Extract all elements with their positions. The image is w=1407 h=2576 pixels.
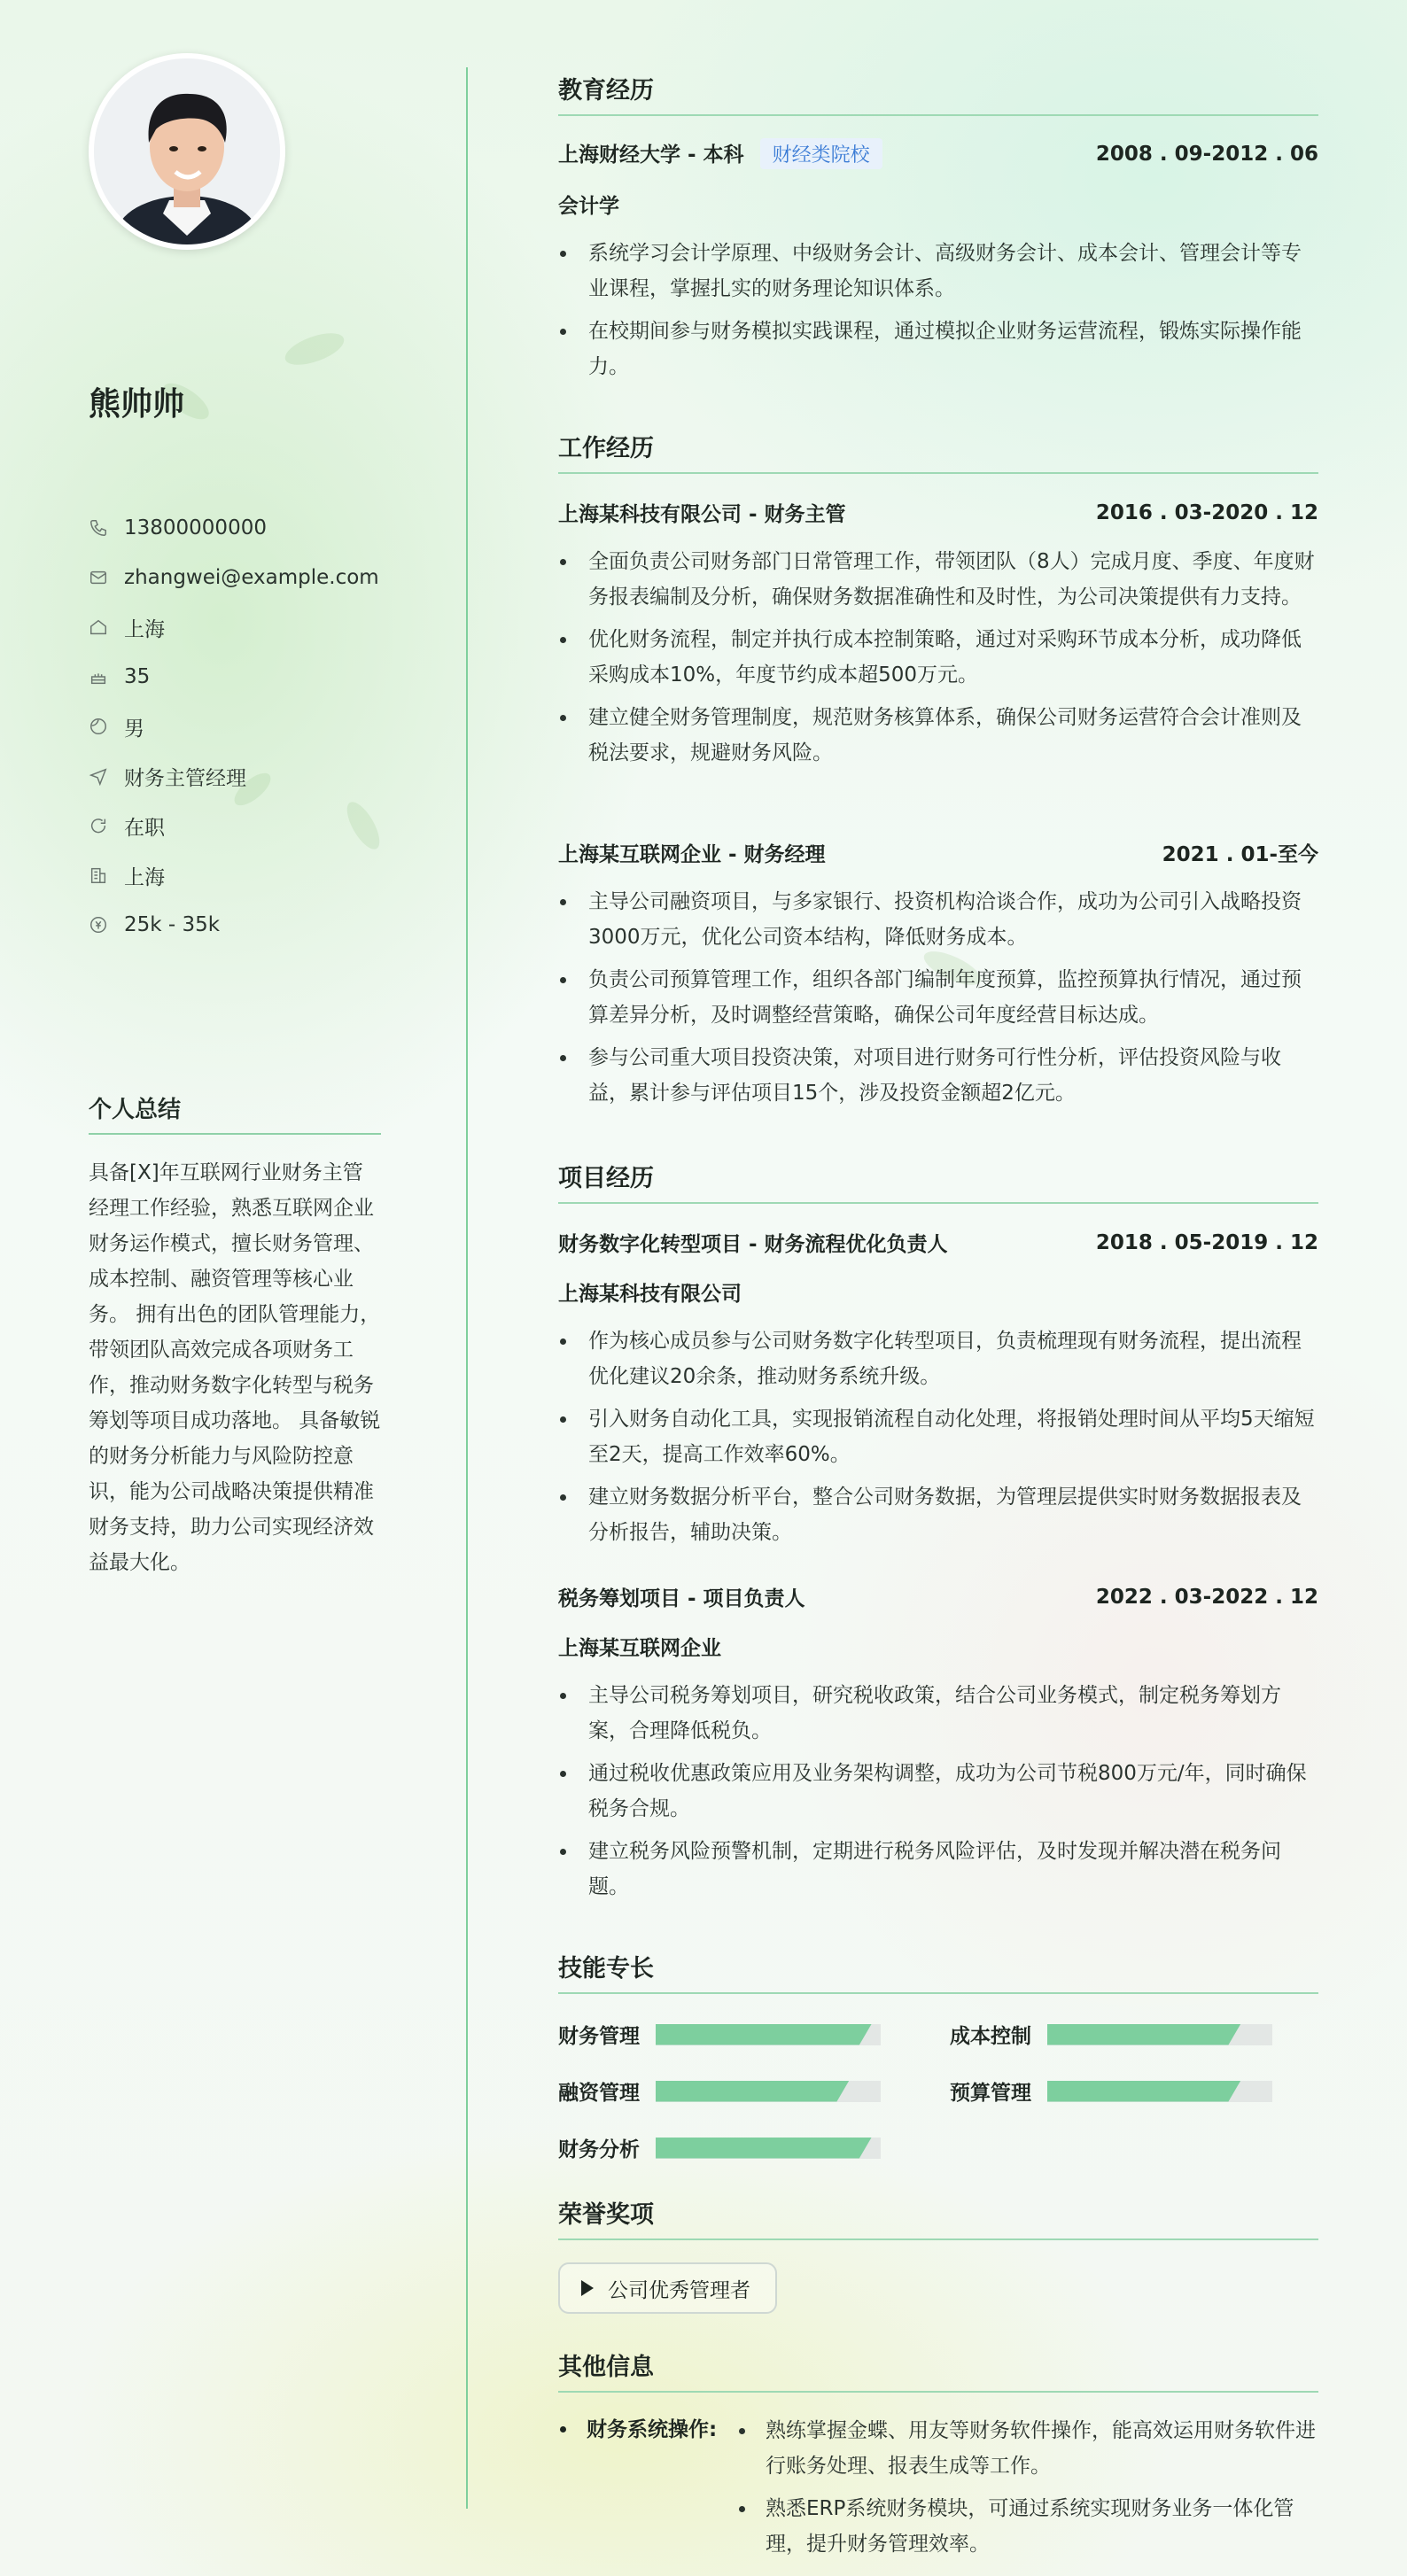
contact-status xyxy=(89,801,379,850)
education-title: 教育经历 xyxy=(558,71,1318,116)
list-item: 建立健全财务管理制度，规范财务核算体系，确保公司财务运营符合会计准则及税法要求，规避财务风险。 xyxy=(558,700,1318,771)
skill-item xyxy=(950,2020,1272,2049)
school-tag: 财经类院校 xyxy=(760,138,882,169)
project-date: 2022 . 03-2022 . 12 xyxy=(1095,1585,1318,1609)
award-text: 公司优秀管理者 xyxy=(608,2278,750,2302)
salary-icon xyxy=(89,915,108,935)
list-item: 建立税务风险预警机制，定期进行税务风险评估，及时发现并解决潜在税务问题。 xyxy=(558,1834,1318,1905)
contact-list xyxy=(89,503,379,950)
honors-title: 荣誉奖项 xyxy=(558,2195,1318,2240)
list-item: 引入财务自动化工具，实现报销流程自动化处理，将报销处理时间从平均5天缩短至2天，提高工作效率60%。 xyxy=(558,1401,1318,1472)
home-text: 上海 xyxy=(124,617,165,641)
job-bullets xyxy=(558,884,1318,1118)
list-item: 主导公司税务筹划项目，研究税收政策，结合公司业务模式，制定税务筹划方案，合理降低税负。 xyxy=(558,1678,1318,1749)
status-text: 在职 xyxy=(124,816,165,840)
list-item: 作为核心成员参与公司财务数字化转型项目，负责梳理现有财务流程，提出流程优化建议20余条，推动财务系统升级。 xyxy=(558,1323,1318,1394)
list-item: 参与公司重大项目投资决策，对项目进行财务可行性分析，评估投资风险与收益，累计参与评估项目15个，涉及投资金额超2亿元。 xyxy=(558,1040,1318,1111)
other-bullets xyxy=(735,2413,1318,2569)
skill-bar-fill xyxy=(1047,2024,1240,2045)
leaf-decoration xyxy=(281,327,347,371)
skill-bar xyxy=(656,2024,881,2045)
home-icon xyxy=(89,617,108,637)
skill-item xyxy=(558,2076,881,2106)
project-company: 上海某互联网企业 xyxy=(558,1637,721,1660)
list-item: 主导公司融资项目，与多家银行、投资机构洽谈合作，成功为公司引入战略投资3000万元，优化公司资本结构，降低财务成本。 xyxy=(558,884,1318,955)
job-date: 2016 . 03-2020 . 12 xyxy=(1095,500,1318,524)
city-text: 上海 xyxy=(124,865,165,889)
list-item: 通过税收优惠政策应用及业务架构调整，成功为公司节税800万元/年，同时确保税务合规。 xyxy=(558,1756,1318,1827)
skill-bar xyxy=(1047,2024,1272,2045)
salary-text: 25k - 35k xyxy=(124,913,221,936)
other-label: 财务系统操作: xyxy=(558,2413,717,2442)
contact-home xyxy=(89,602,379,652)
list-item: 熟练掌握金蝶、用友等财务软件操作，能高效运用财务软件进行账务处理、报表生成等工作。 xyxy=(735,2413,1318,2484)
send-icon xyxy=(89,766,108,786)
skill-name: 成本控制 xyxy=(950,2025,1031,2048)
other-title: 其他信息 xyxy=(558,2347,1318,2393)
contact-age xyxy=(89,652,379,702)
contact-position xyxy=(89,751,379,801)
project-date: 2018 . 05-2019 . 12 xyxy=(1095,1230,1318,1254)
job-row xyxy=(558,838,1318,867)
gender-text: 男 xyxy=(124,717,144,741)
skill-bar xyxy=(1047,2081,1272,2102)
education-major: 会计学 xyxy=(558,195,619,218)
project-bullets xyxy=(558,1678,1318,1912)
education-date: 2008 . 09-2012 . 06 xyxy=(1095,142,1318,166)
building-icon xyxy=(89,865,108,885)
list-item: 熟悉ERP系统财务模块，可通过系统实现财务业务一体化管理，提升财务管理效率。 xyxy=(735,2491,1318,2562)
skill-item xyxy=(558,2020,881,2049)
work-title: 工作经历 xyxy=(558,429,1318,474)
summary-title: 个人总结 xyxy=(89,1091,381,1135)
contact-email xyxy=(89,553,379,602)
gender-icon xyxy=(89,717,108,736)
skill-bar-fill xyxy=(656,2081,849,2102)
phone-text: 13800000000 xyxy=(124,516,267,539)
skills-title: 技能专长 xyxy=(558,1949,1318,1994)
project-bullets xyxy=(558,1323,1318,1557)
email-text: zhangwei@example.com xyxy=(124,566,379,589)
list-item: 建立财务数据分析平台，整合公司财务数据，为管理层提供实时财务数据报表及分析报告，辅助决策。 xyxy=(558,1479,1318,1550)
project-title: 财务数字化转型项目 - 财务流程优化负责人 xyxy=(558,1233,948,1256)
skill-bar xyxy=(656,2081,881,2102)
status-icon xyxy=(89,816,108,835)
award-chip[interactable] xyxy=(558,2262,777,2314)
job-bullets xyxy=(558,544,1318,778)
skill-bar-fill xyxy=(1047,2081,1240,2102)
skill-name: 财务管理 xyxy=(558,2025,640,2048)
skill-bar-fill xyxy=(656,2024,872,2045)
project-row xyxy=(558,1228,1318,1257)
contact-gender xyxy=(89,702,379,751)
skill-name: 财务分析 xyxy=(558,2138,640,2161)
avatar xyxy=(89,53,285,250)
mail-icon xyxy=(89,568,108,587)
job-row xyxy=(558,498,1318,527)
age-icon xyxy=(89,667,108,687)
education-bullets xyxy=(558,236,1318,392)
contact-city xyxy=(89,850,379,900)
position-text: 财务主管经理 xyxy=(124,766,246,790)
age-text: 35 xyxy=(124,665,151,688)
projects-title: 项目经历 xyxy=(558,1159,1318,1204)
job-title: 上海某互联网企业 - 财务经理 xyxy=(558,843,826,866)
phone-icon xyxy=(89,518,108,538)
column-divider xyxy=(466,67,468,2509)
skill-bar xyxy=(656,2138,881,2159)
candidate-name: 熊帅帅 xyxy=(89,386,185,423)
skill-name: 融资管理 xyxy=(558,2082,640,2105)
list-item: 系统学习会计学原理、中级财务会计、高级财务会计、成本会计、管理会计等专业课程，掌握扎实的财务理论知识体系。 xyxy=(558,236,1318,306)
project-row xyxy=(558,1582,1318,1611)
job-title: 上海某科技有限公司 - 财务主管 xyxy=(558,503,846,526)
school-name: 上海财经大学 - 本科 xyxy=(558,144,744,167)
contact-salary xyxy=(89,900,379,950)
list-item: 在校期间参与财务模拟实践课程，通过模拟企业财务运营流程，锻炼实际操作能力。 xyxy=(558,314,1318,384)
project-title: 税务筹划项目 - 项目负责人 xyxy=(558,1587,805,1610)
skill-name: 预算管理 xyxy=(950,2082,1031,2105)
project-company: 上海某科技有限公司 xyxy=(558,1283,742,1306)
list-item: 全面负责公司财务部门日常管理工作，带领团队（8人）完成月度、季度、年度财务报表编制及分析，确保财务数据准确性和及时性，为公司决策提供有力支持。 xyxy=(558,544,1318,615)
skill-bar-fill xyxy=(656,2138,872,2159)
skill-item xyxy=(950,2076,1272,2106)
play-icon xyxy=(581,2280,594,2296)
education-row xyxy=(558,138,1318,169)
skill-item xyxy=(558,2133,881,2162)
avatar-portrait-icon xyxy=(94,58,280,244)
contact-phone xyxy=(89,503,379,553)
job-date: 2021 . 01-至今 xyxy=(1162,843,1318,866)
summary-text: 具备[X]年互联网行业财务主管经理工作经验，熟悉互联网企业财务运作模式，擅长财务管理、成本控制、融资管理等核心业务。 拥有出色的团队管理能力，带领团队高效完成各项财务工作，推动财务数字化转型与税务筹划等项目成功落地。 具备敏锐的财务分析能力与风险防控意识，能为公司战略决策提供精准财务支持，助力公司实现经济效益最大化。 xyxy=(89,1161,381,1574)
list-item: 优化财务流程，制定并执行成本控制策略，通过对采购环节成本分析，成功降低采购成本10%，年度节约成本超500万元。 xyxy=(558,622,1318,693)
list-item: 负责公司预算管理工作，组织各部门编制年度预算，监控预算执行情况，通过预算差异分析，及时调整经营策略，确保公司年度经营目标达成。 xyxy=(558,962,1318,1033)
